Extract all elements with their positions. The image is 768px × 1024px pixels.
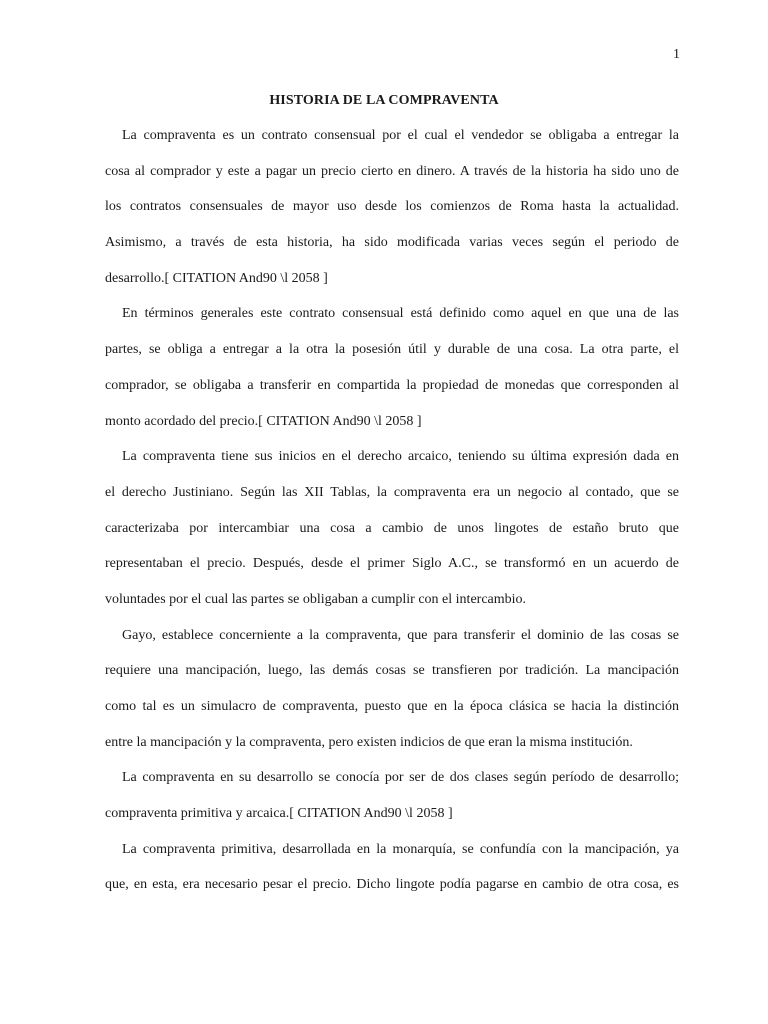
document-body — [89, 118, 679, 903]
text-line: compraventa primitiva y arcaica.[ CITATION And90 \l 2058 ] — [105, 806, 453, 822]
paragraph-2 — [89, 296, 679, 439]
paragraph-4 — [89, 618, 679, 761]
text-line: voluntades por el cual las partes se obligaban a cumplir con el intercambio. — [105, 591, 527, 607]
text-line: La compraventa tiene sus inicios en el derecho arcaico, teniendo su última expresión dada en — [122, 449, 679, 465]
text-line: partes, se obliga a entregar a la otra la posesión útil y durable de una cosa. La otra parte, el — [105, 342, 679, 358]
page-number: 1 — [673, 47, 680, 62]
text-line: caracterizaba por intercambiar una cosa a cambio de unos lingotes de estaño bruto que — [105, 520, 679, 536]
text-line: La compraventa es un contrato consensual por el cual el vendedor se obligaba a entregar la — [122, 128, 679, 143]
document-title: HISTORIA DE LA COMPRAVENTA — [269, 93, 499, 108]
text-line: el derecho Justiniano. Según las XII Tablas, la compraventa era un negocio al contado, que se — [105, 484, 679, 500]
text-line: Gayo, establece concerniente a la compraventa, que para transferir el dominio de las cosas se — [122, 627, 679, 643]
text-line: comprador, se obligaba a transferir en compartida la propiedad de monedas que corresponden al — [105, 377, 679, 393]
text-line: desarrollo.[ CITATION And90 \l 2058 ] — [105, 270, 328, 286]
paragraph-5 — [89, 760, 679, 831]
text-line: los contratos consensuales de mayor uso desde los comienzos de Roma hasta la actualidad. — [105, 199, 679, 215]
text-line: representaban el precio. Después, desde el primer Siglo A.C., se transformó en un acuerdo de — [105, 556, 679, 572]
text-line: Asimismo, a través de esta historia, ha sido modificada varias veces según el periodo de — [105, 235, 679, 251]
text-line: requiere una mancipación, luego, las demás cosas se transfieren por tradición. La mancipación — [105, 663, 679, 679]
paragraph-1 — [89, 118, 679, 296]
text-line: como tal es un simulacro de compraventa, puesto que en la época clásica se hacia la distinción — [105, 699, 679, 714]
text-line: La compraventa primitiva, desarrollada en la monarquía, se confundía con la mancipación, ya — [122, 841, 679, 857]
text-line: entre la mancipación y la compraventa, pero existen indicios de que eran la misma institución. — [105, 734, 633, 750]
text-line: La compraventa en su desarrollo se conocía por ser de dos clases según período de desarrollo; — [122, 770, 679, 786]
paragraph-6 — [89, 832, 679, 903]
text-line: monto acordado del precio.[ CITATION And90 \l 2058 ] — [105, 413, 422, 429]
paragraph-3 — [89, 439, 679, 617]
text-line: cosa al comprador y este a pagar un precio cierto en dinero. A través de la historia ha sido uno de — [105, 163, 679, 179]
text-line: En términos generales este contrato consensual está definido como aquel en que una de las — [122, 306, 679, 322]
text-line: que, en esta, era necesario pesar el precio. Dicho lingote podía pagarse en cambio de otra cosa, es — [105, 877, 679, 893]
